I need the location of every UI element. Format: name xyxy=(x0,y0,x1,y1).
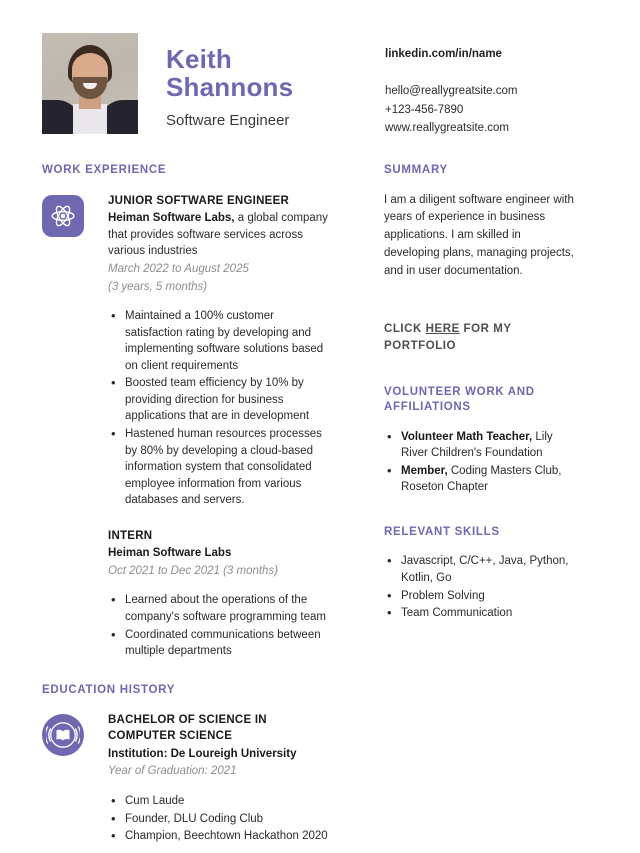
job-org xyxy=(108,545,330,562)
volunteer-org: Lily River Children's Foundation xyxy=(401,430,553,460)
atom-icon xyxy=(42,195,84,237)
job-bullets xyxy=(108,592,330,659)
list-item xyxy=(384,429,574,462)
education-heading: EDUCATION HISTORY xyxy=(42,683,176,696)
institution xyxy=(108,746,330,763)
list-item: • Champion, Beechtown Hackathon 2020 xyxy=(108,828,330,845)
page-title xyxy=(166,45,293,101)
portfolio-callout[interactable] xyxy=(384,321,574,356)
degree-line-1: BACHELOR OF SCIENCE IN xyxy=(108,714,267,727)
job-org-bold: Heiman Software Labs, xyxy=(108,211,235,224)
volunteer-block xyxy=(384,385,574,496)
linkedin-link[interactable]: linkedin.com/in/name xyxy=(385,48,502,60)
summary-heading: SUMMARY xyxy=(384,164,448,176)
list-item: • Javascript, C/C++, Java, Python, Kotlin, Go xyxy=(384,553,574,586)
skills-list xyxy=(384,553,574,621)
list-item: • Coordinated communications between multiple departments xyxy=(108,627,330,660)
job-dates-line-1: March 2022 to August 2025 xyxy=(108,262,249,275)
job-dates-line-2: (3 years, 5 months) xyxy=(108,280,208,293)
volunteer-heading-line-1: VOLUNTEER WORK AND xyxy=(384,385,535,398)
list-item: • Maintained a 100% customer satisfaction rating by developing and implementing software solutions based on client requirements xyxy=(108,308,330,374)
portfolio-prefix: CLICK xyxy=(384,323,426,336)
volunteer-heading-line-2: AFFILIATIONS xyxy=(384,401,471,414)
job-org xyxy=(108,210,330,260)
graduation-year: Year of Graduation: 2021 xyxy=(108,765,237,778)
work-entry xyxy=(42,528,330,660)
job-org-bold: Heiman Software Labs xyxy=(108,547,232,560)
left-column xyxy=(42,134,342,846)
volunteer-list xyxy=(384,429,574,496)
degree-line-2: COMPUTER SCIENCE xyxy=(108,730,233,743)
volunteer-org: Coding Masters Club, Roseton Chapter xyxy=(401,464,562,494)
summary-text: I am a diligent software engineer with years of experience in business applications. I am skilled in developing plans, managing projects, and in user documentation. xyxy=(384,193,574,278)
portfolio-link[interactable]: HERE xyxy=(425,323,460,336)
job-title: Software Engineer xyxy=(166,112,290,130)
education-entry xyxy=(42,712,330,846)
avatar xyxy=(42,33,138,134)
list-item: • Problem Solving xyxy=(384,588,574,605)
name-line-2: Shannons xyxy=(166,72,294,103)
list-item: • Boosted team efficiency by 10% by providing direction for business applications that are in development xyxy=(108,375,330,425)
skills-block xyxy=(384,525,574,622)
list-item: • Cum Laude xyxy=(108,793,330,810)
entry-icon-wrap xyxy=(42,712,88,846)
book-circle-icon xyxy=(42,714,84,756)
list-item: • Hastened human resources processes by 80% by developing a cloud-based information system that consolidated employee information from various databases and servers. xyxy=(108,426,330,509)
skills-heading: RELEVANT SKILLS xyxy=(384,525,500,538)
entry-body xyxy=(88,193,330,510)
summary-block xyxy=(384,163,574,281)
job-role: INTERN xyxy=(108,529,153,542)
job-org-rest: a global company that provides software services across various industries xyxy=(108,211,328,258)
volunteer-role: Member, xyxy=(401,464,448,477)
volunteer-role: Volunteer Math Teacher, xyxy=(401,430,533,443)
entry-body xyxy=(88,712,330,846)
resume-body xyxy=(0,134,640,846)
entry-icon-wrap xyxy=(42,193,88,510)
website-text: www.reallygreatsite.com xyxy=(385,122,509,135)
list-item xyxy=(384,463,574,496)
portfolio-suffix: FOR MY PORTFOLIO xyxy=(384,323,512,353)
job-bullets xyxy=(108,308,330,509)
contact-block xyxy=(385,48,615,138)
list-item: • Founder, DLU Coding Club xyxy=(108,811,330,828)
name-line-1: Keith xyxy=(166,44,232,74)
right-column xyxy=(342,134,574,846)
phone-text: +123-456-7890 xyxy=(385,103,464,116)
education-bullets xyxy=(108,793,330,845)
list-item: • Team Communication xyxy=(384,605,574,622)
job-dates-line-1: Oct 2021 to Dec 2021 (3 months) xyxy=(108,564,279,577)
institution-text: Institution: De Loureigh University xyxy=(108,747,297,760)
list-item: • Learned about the operations of the company's software programming team xyxy=(108,592,330,625)
work-experience-heading: WORK EXPERIENCE xyxy=(42,164,167,176)
work-entry xyxy=(42,193,330,510)
job-role: JUNIOR SOFTWARE ENGINEER xyxy=(108,194,290,207)
header-text xyxy=(138,33,293,129)
email-text: hello@reallygreatsite.com xyxy=(385,85,518,97)
